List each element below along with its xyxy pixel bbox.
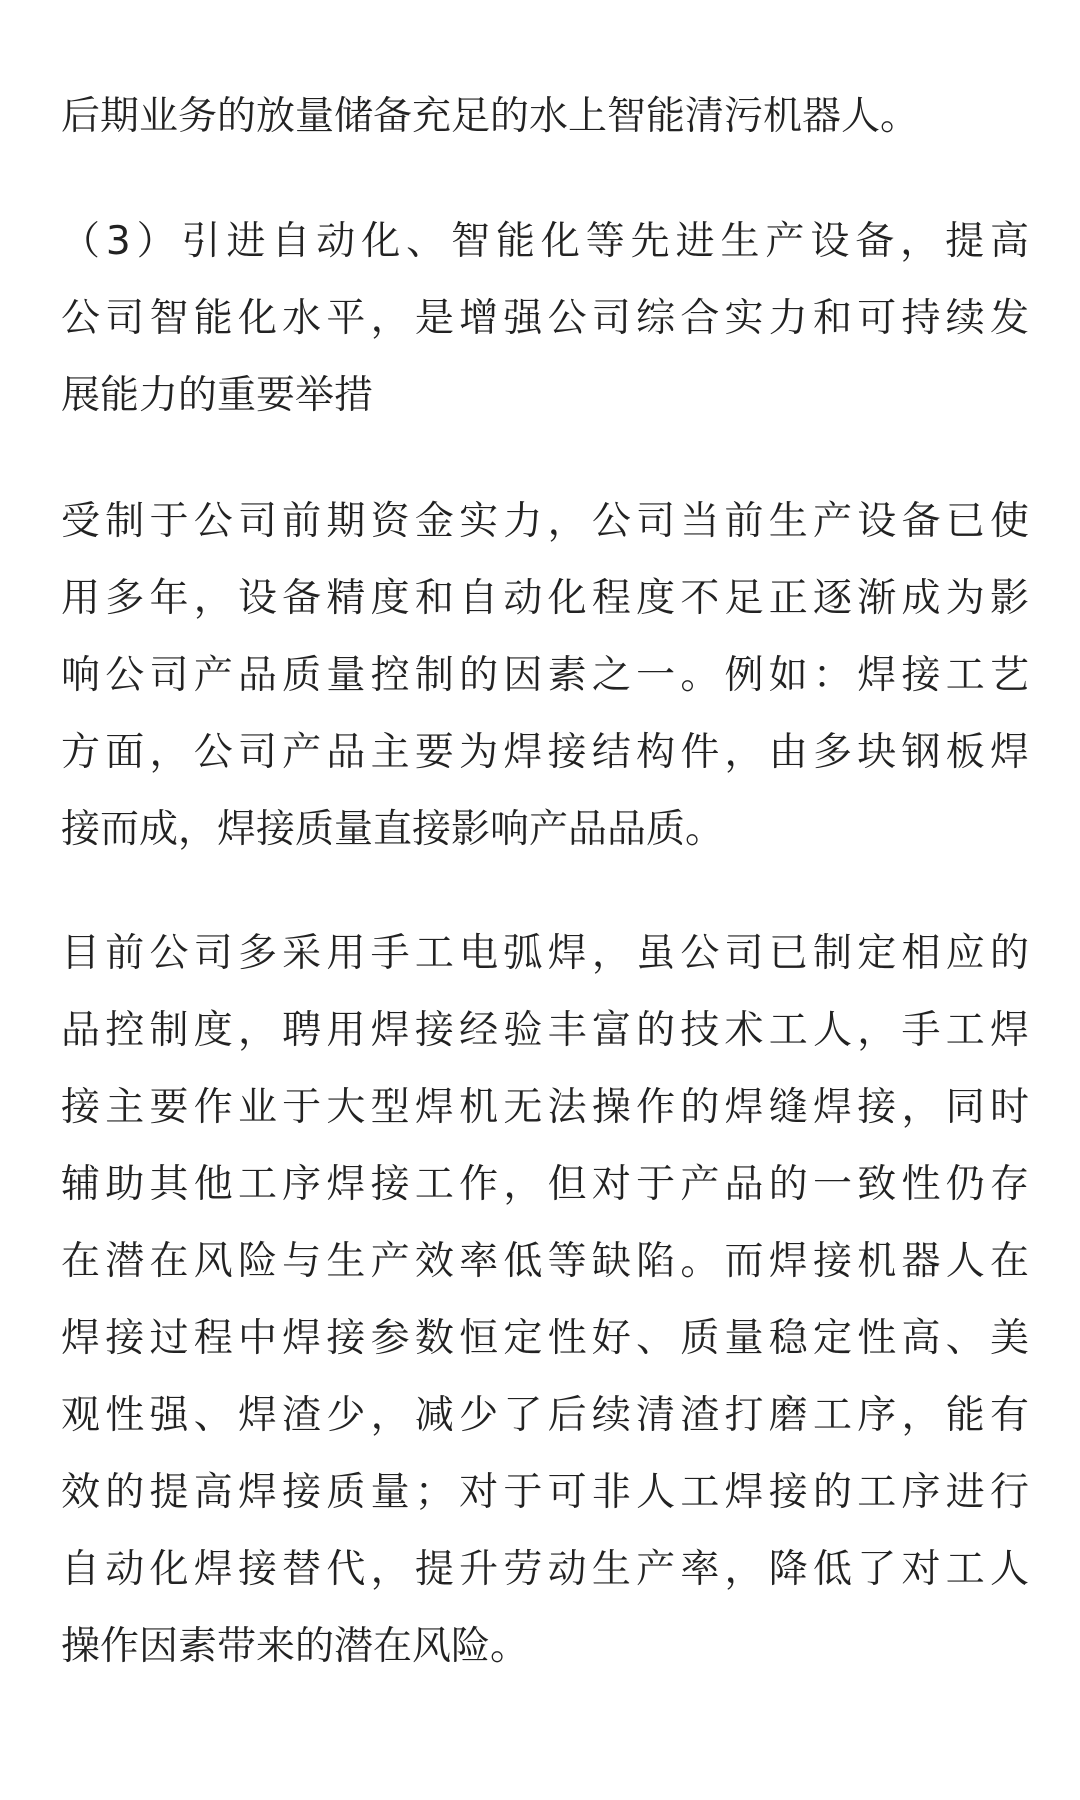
- text-line: 目前公司多采用手工电弧焊，虽公司已制定相应的: [61, 931, 1029, 976]
- paragraph-1: [61, 78, 1029, 155]
- text-line: 辅助其他工序焊接工作，但对于产品的一致性仍存: [61, 1162, 1029, 1207]
- text-line: 在潜在风险与生产效率低等缺陷。而焊接机器人在: [61, 1239, 1029, 1284]
- text-line: 用多年，设备精度和自动化程度不足正逐渐成为影: [61, 576, 1029, 621]
- text-line: 焊接过程中焊接参数恒定性好、质量稳定性高、美: [61, 1316, 1029, 1361]
- text-line: 方面，公司产品主要为焊接结构件，由多块钢板焊: [61, 730, 1029, 775]
- text-line: 观性强、焊渣少，减少了后续清渣打磨工序，能有: [61, 1393, 1029, 1438]
- text-line: 效的提高焊接质量；对于可非人工焊接的工序进行: [61, 1470, 1029, 1515]
- text-line: 接而成，焊接质量直接影响产品品质。: [61, 807, 725, 852]
- text-line: 后期业务的放量储备充足的水上智能清污机器人。: [61, 94, 920, 139]
- text-line: 受制于公司前期资金实力，公司当前生产设备已使: [61, 499, 1029, 544]
- text-line: 公司智能化水平，是增强公司综合实力和可持续发: [61, 296, 1029, 341]
- paragraph-3: [61, 483, 1029, 868]
- text-line: 接主要作业于大型焊机无法操作的焊缝焊接，同时: [61, 1085, 1029, 1130]
- text-line: 展能力的重要举措: [61, 373, 374, 418]
- text-line: 品控制度，聘用焊接经验丰富的技术工人，手工焊: [61, 1008, 1029, 1053]
- text-line: 操作因素带来的潜在风险。: [61, 1624, 530, 1669]
- text-line: 响公司产品质量控制的因素之一。例如：焊接工艺: [61, 653, 1029, 698]
- paragraph-2-heading: [61, 203, 1029, 434]
- text-line: （3）引进自动化、智能化等先进生产设备，提高: [61, 219, 1029, 264]
- paragraph-4: [61, 915, 1029, 1685]
- text-line: 自动化焊接替代，提升劳动生产率，降低了对工人: [61, 1547, 1029, 1592]
